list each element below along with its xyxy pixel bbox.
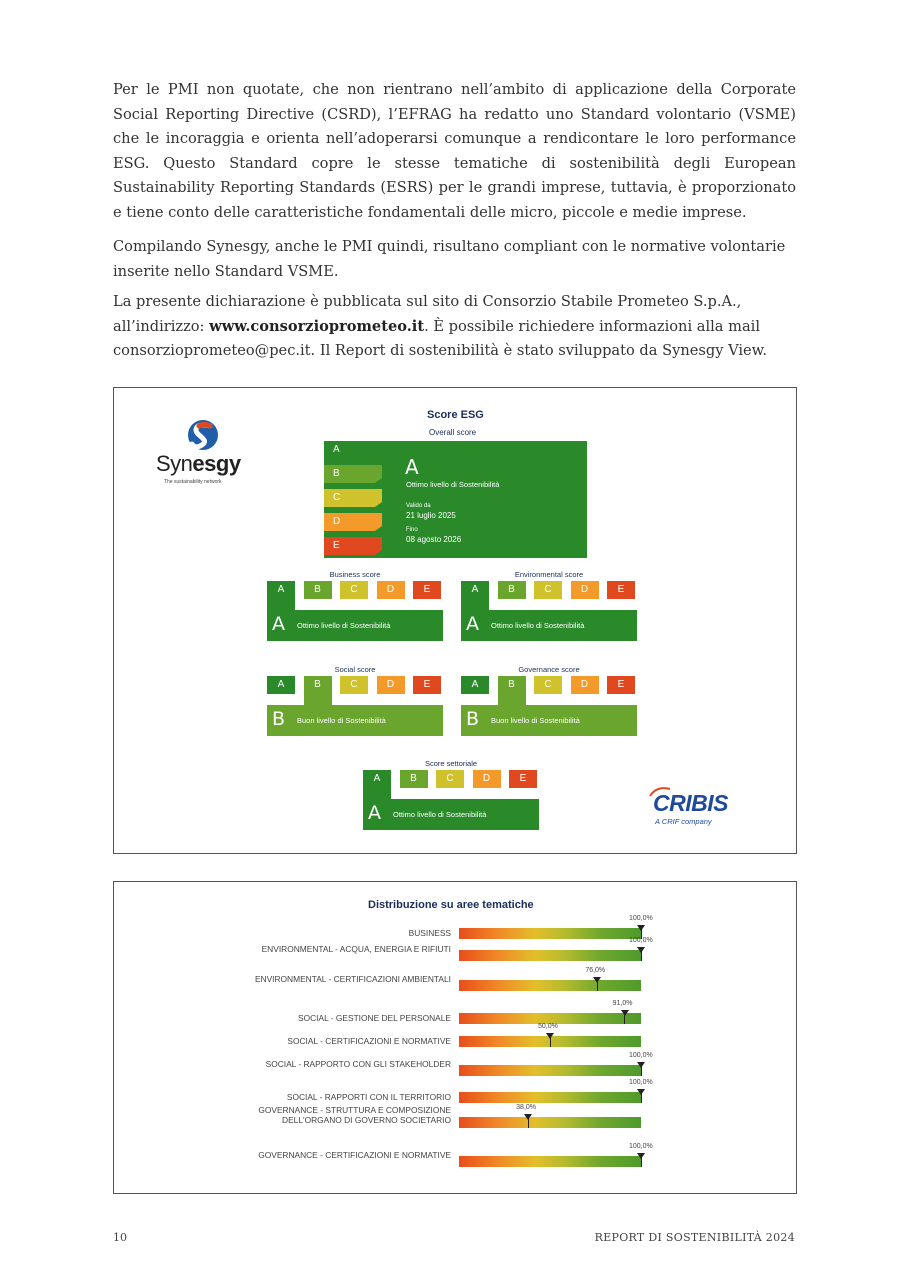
chart-bar [459,1092,641,1103]
social-grade-d: D [377,676,405,694]
valid-from-date: 21 luglio 2025 [406,511,456,520]
business-score-panel [267,610,443,641]
publication-text: La presente dichiarazione è pubblicata sul sito di Consorzio Stabile Prometeo S.p.A., all’indirizzo: [113,293,742,335]
cribis-tagline: A CRIF company [655,817,712,826]
governance-score-block [461,665,637,738]
overall-score-label: Overall score [429,428,477,437]
chart-category-label: GOVERNANCE - CERTIFICAZIONI E NORMATIVE [258,1150,451,1160]
overall-grade-e-label: E [333,540,340,551]
environmental-score-block [461,570,637,643]
social-score-panel [267,705,443,736]
social-grade-description: Buon livello di Sostenibilità [297,716,386,725]
settoriale-grade-c: C [436,770,464,788]
chart-bar [459,980,641,991]
chart-category-label: SOCIAL - GESTIONE DEL PERSONALE [298,1013,451,1023]
overall-grade-b-label: B [333,468,340,479]
esg-score-card [113,387,797,854]
overall-grade-description: Ottimo livello di Sostenibilità [406,480,500,489]
business-score-block [267,570,443,643]
chart-category-label: GOVERNANCE - STRUTTURA E COMPOSIZIONE DELL'ORGANO DI GOVERNO SOCIETARIO [258,1105,451,1125]
overall-grade-d-label: D [333,516,341,527]
governance-grade-a: A [461,676,489,694]
governance-grade-value: B [466,708,480,730]
social-grade-c: C [340,676,368,694]
page-number: 10 [113,1231,127,1244]
chart-value-marker [524,1114,532,1120]
chart-bar [459,1156,641,1167]
social-grade-b: B [304,676,332,694]
social-grade-a: A [267,676,295,694]
valid-to-date: 08 agosto 2026 [406,535,462,544]
chart-bar [459,950,641,961]
overall-grade-value: A [405,455,419,479]
settoriale-grade-e: E [509,770,537,788]
chart-category-label: ENVIRONMENTAL - CERTIFICAZIONI AMBIENTALI [254,974,451,984]
chart-value-label: 76,0% [585,967,606,974]
business-grade-description: Ottimo livello di Sostenibilità [297,621,391,630]
chart-value-label: 50,0% [538,1023,558,1030]
chart-value-marker [637,925,645,931]
settoriale-grade-d: D [473,770,501,788]
chart-value-marker [637,1089,645,1095]
chart-category-label: SOCIAL - RAPPORTO CON GLI STAKEHOLDER [265,1059,451,1069]
score-esg-title: Score ESG [427,409,484,421]
environmental-score-label: Environmental score [514,570,584,579]
business-grade-value: A [272,613,285,635]
synesgy-logo [156,418,256,488]
environmental-grade-d: D [571,581,599,599]
compliance-paragraph: Compilando Synesgy, anche le PMI quindi, risultano compliant con le normative volontarie inserite nello Standard VSME. [113,238,786,280]
synesgy-logo-icon [186,418,220,452]
governance-grade-c: C [534,676,562,694]
intro-paragraph: Per le PMI non quotate, che non rientrano nell’ambito di applicazione della Corporate Social Reporting Directive (CSRD), l’EFRAG ha redatto uno Standard volontario (VSME) che le incoraggia e orienta nell’adoperarsi comunque a rendicontare le loro performance ESG. Questo Standard copre le stesse tematiche di sostenibilità degli European Sustainability Reporting Standards (ESRS) per le grandi imprese, tuttavia, è proporzionato e tiene conto delle caratteristiche fondamentali delle micro, piccole e medie imprese. [113,81,796,221]
business-score-label: Business score [329,570,381,579]
synesgy-logo-name: Synesgy [156,451,241,476]
chart-value-marker [637,1153,645,1159]
governance-grade-d: D [571,676,599,694]
chart-bar [459,928,641,939]
environmental-grade-a: A [461,581,489,599]
environmental-grade-e: E [607,581,635,599]
settoriale-score-block [363,759,539,832]
chart-value-label: 38,0% [516,1104,537,1111]
business-grade-b: B [304,581,332,599]
social-grade-value: B [272,708,286,730]
overall-grade-c-label: C [333,492,341,503]
chart-category-label: SOCIAL - CERTIFICAZIONI E NORMATIVE [287,1036,451,1046]
governance-score-panel [461,705,637,736]
business-grade-e: E [413,581,441,599]
governance-grade-b: B [498,676,526,694]
chart-value-label: 100,0% [629,1143,653,1150]
chart-value-label: 100,0% [629,1079,653,1086]
synesgy-tagline: The sustainability network [164,479,222,485]
publication-text-post: . È possibile richiedere informazioni alla mail consorzioprometeo@pec.it. Il Report di sostenibilità è stato sviluppato da Synesgy View. [113,317,768,359]
chart-value-marker [637,1062,645,1068]
business-grade-a: A [267,581,295,599]
settoriale-score-label: Score settoriale [424,759,478,768]
overall-grade-a-label: A [333,444,340,455]
chart-value-marker [621,1010,629,1016]
business-grade-c: C [340,581,368,599]
environmental-grade-b: B [498,581,526,599]
social-score-label: Social score [334,665,376,674]
governance-grade-e: E [607,676,635,694]
valid-from-label: Valido da [406,503,431,509]
cribis-logo-name: CRIBIS [653,790,728,816]
settoriale-grade-value: A [368,802,381,824]
website-link[interactable]: www.consorzioprometeo.it [209,317,425,335]
environmental-grade-description: Ottimo livello di Sostenibilità [491,621,585,630]
valid-to-label: Fino [406,527,418,533]
settoriale-score-panel [363,799,539,830]
governance-grade-description: Buon livello di Sostenibilità [491,716,580,725]
settoriale-grade-description: Ottimo livello di Sostenibilità [393,810,487,819]
cribis-logo [649,786,769,828]
publication-paragraph [113,290,796,364]
chart-title: Distribuzione su aree tematiche [368,899,534,911]
chart-value-label: 100,0% [629,937,653,944]
distribution-chart-card [113,881,797,1194]
chart-category-label: ENVIRONMENTAL - ACQUA, ENERGIA E RIFIUTI [261,944,451,954]
chart-category-label: BUSINESS [408,928,451,938]
chart-value-marker [546,1033,554,1039]
chart-bar [459,1117,641,1128]
social-grade-e: E [413,676,441,694]
governance-score-label: Governance score [518,665,580,674]
chart-category-label: SOCIAL - RAPPORTI CON IL TERRITORIO [286,1092,451,1102]
chart-value-label: 100,0% [629,915,653,922]
social-score-block [267,665,443,738]
chart-value-marker [637,947,645,953]
environmental-score-panel [461,610,637,641]
environmental-grade-value: A [466,613,479,635]
chart-value-marker [593,977,601,983]
report-title-footer: REPORT DI SOSTENIBILITÀ 2024 [594,1231,795,1244]
chart-bar [459,1065,641,1076]
settoriale-grade-a: A [363,770,391,788]
settoriale-grade-b: B [400,770,428,788]
chart-value-label: 91,0% [612,1000,633,1007]
chart-value-label: 100,0% [629,1052,653,1059]
environmental-grade-c: C [534,581,562,599]
business-grade-d: D [377,581,405,599]
